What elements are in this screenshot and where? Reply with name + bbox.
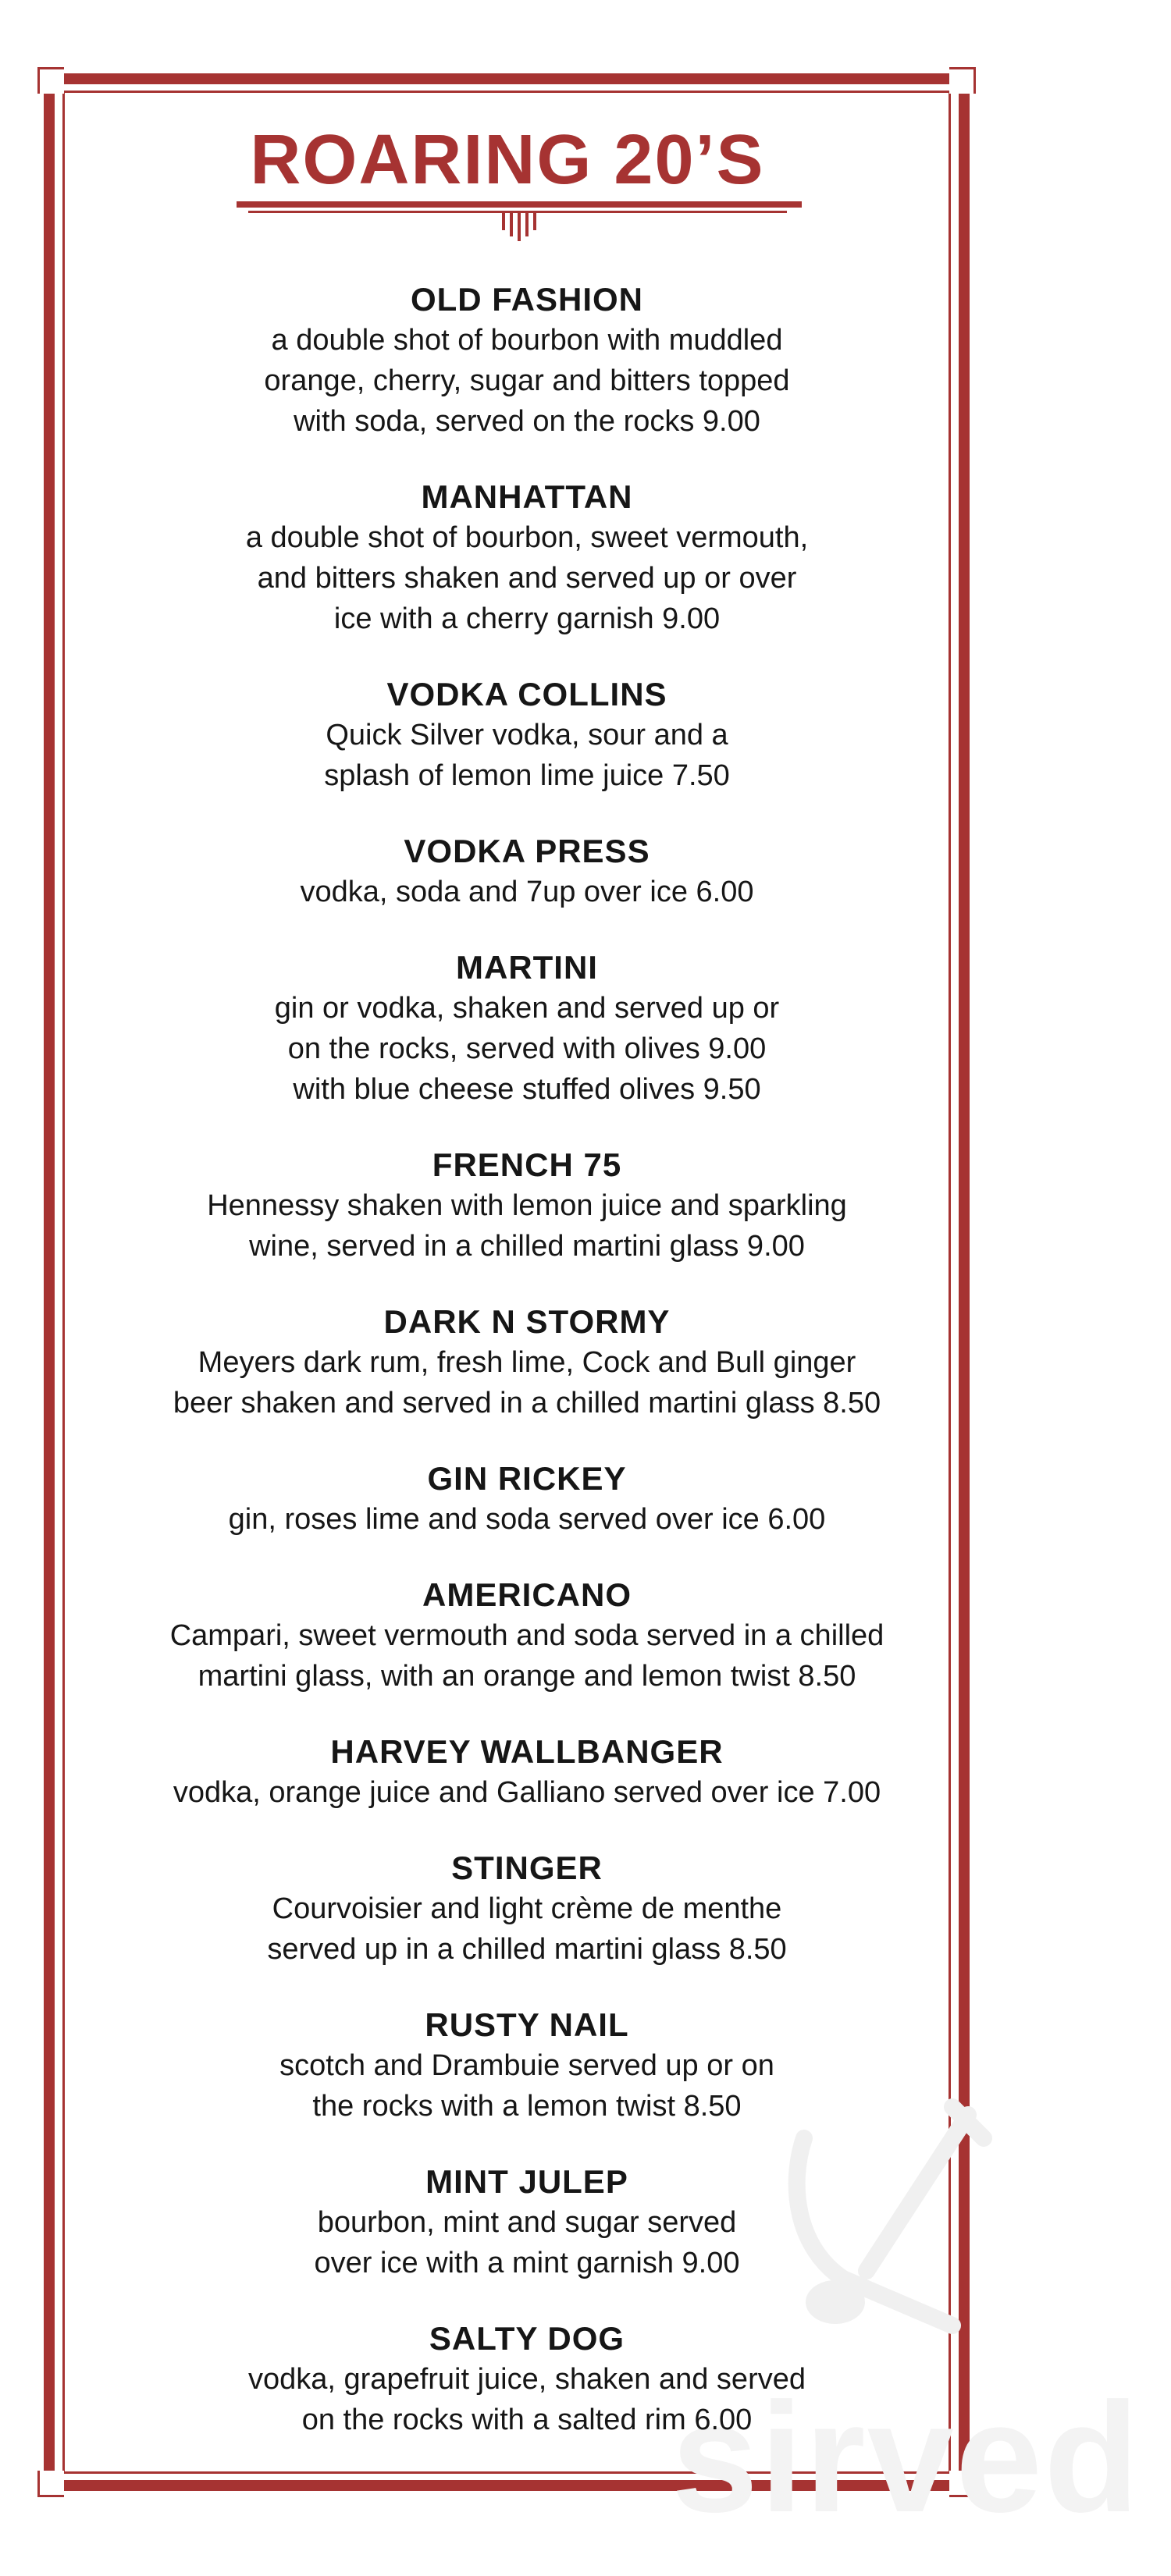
menu-item-name: FRENCH 75 — [432, 1146, 622, 1183]
menu-item-description: Campari, sweet vermouth and soda served in a chilled martini glass, with an orange and lemon twist 8.50 — [169, 1619, 884, 1693]
menu-item — [101, 477, 952, 639]
menu-item — [101, 2005, 952, 2127]
menu-item-name: AMERICANO — [422, 1576, 632, 1613]
menu-item-description: Quick Silver vodka, sour and a splash of lemon lime juice 7.50 — [324, 719, 730, 792]
menu-item-description: a double shot of bourbon with muddled orange, cherry, sugar and bitters topped with soda, served on the rocks 9.00 — [264, 324, 790, 438]
menu-item-name: STINGER — [451, 1849, 603, 1886]
menu-item — [101, 279, 952, 442]
menu-item — [101, 831, 952, 912]
menu-item-description: scotch and Drambuie served up or on the rocks with a lemon twist 8.50 — [279, 2049, 774, 2123]
menu-title: ROARING 20’S — [250, 121, 765, 199]
menu-item — [101, 674, 952, 796]
menu-item — [101, 2318, 952, 2440]
menu-item-description: bourbon, mint and sugar served over ice with a mint garnish 9.00 — [314, 2206, 740, 2279]
menu-item — [101, 1145, 952, 1267]
menu-item-description: gin or vodka, shaken and served up or on the rocks, served with olives 9.00 with blue cheese stuffed olives 9.50 — [274, 992, 780, 1106]
corner-ornament-top-left — [37, 67, 64, 94]
menu-item — [101, 1732, 952, 1813]
menu-item — [101, 1459, 952, 1540]
cocktail-menu-list — [101, 279, 952, 2475]
title-deco-bar — [518, 213, 521, 241]
menu-item-description: vodka, grapefruit juice, shaken and served on the rocks with a salted rim 6.00 — [248, 2363, 806, 2436]
corner-ornament-bottom-left — [37, 2471, 64, 2497]
menu-item-name: VODKA PRESS — [404, 833, 650, 869]
menu-item — [101, 1575, 952, 1697]
title-deco-bar — [510, 213, 513, 236]
menu-item-name: SALTY DOG — [429, 2320, 625, 2357]
corner-ornament-top-right — [949, 67, 976, 94]
sirved-watermark: sirved — [671, 2371, 1141, 2545]
menu-item-name: DARK N STORMY — [383, 1303, 671, 1340]
menu-item — [101, 1302, 952, 1423]
menu-item — [101, 2162, 952, 2283]
title-deco-bar — [502, 213, 505, 230]
menu-item-name: MANHATTAN — [421, 478, 633, 515]
menu-item-name: HARVEY WALLBANGER — [330, 1733, 724, 1770]
menu-item-description: Hennessy shaken with lemon juice and sparkling wine, served in a chilled martini glass 9.00 — [207, 1189, 847, 1263]
menu-item-name: OLD FASHION — [410, 281, 643, 318]
menu-item-description: vodka, soda and 7up over ice 6.00 — [300, 876, 754, 908]
menu-item-name: GIN RICKEY — [427, 1460, 627, 1497]
menu-item-description: a double shot of bourbon, sweet vermouth, and bitters shaken and served up or over ice with a cherry garnish 9.00 — [245, 521, 809, 635]
menu-item-description: gin, roses lime and soda served over ice 6.00 — [228, 1503, 826, 1536]
title-deco-bar — [533, 213, 536, 230]
menu-item — [101, 947, 952, 1110]
title-underline — [237, 201, 802, 208]
menu-item-description: Courvoisier and light crème de menthe served up in a chilled martini glass 8.50 — [267, 1892, 787, 1966]
menu-item — [101, 1848, 952, 1970]
title-deco-bar — [525, 213, 529, 236]
menu-item-name: MARTINI — [456, 949, 598, 986]
menu-item-name: RUSTY NAIL — [425, 2006, 629, 2043]
menu-item-description: Meyers dark rum, fresh lime, Cock and Bull ginger beer shaken and served in a chilled martini glass 8.50 — [173, 1346, 881, 1419]
menu-item-name: MINT JULEP — [425, 2163, 628, 2200]
menu-item-name: VODKA COLLINS — [386, 676, 667, 712]
menu-item-description: vodka, orange juice and Galliano served over ice 7.00 — [173, 1776, 881, 1809]
